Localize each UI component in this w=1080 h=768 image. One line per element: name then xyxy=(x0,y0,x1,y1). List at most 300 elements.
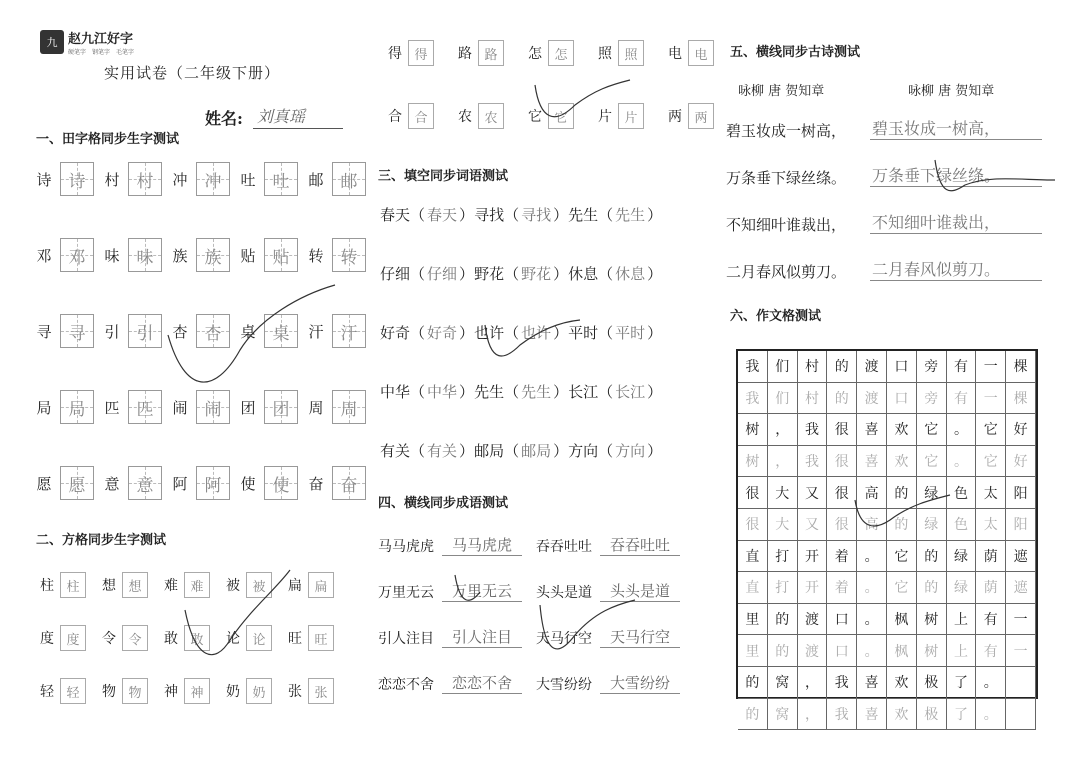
composition-cell: 打 xyxy=(768,572,798,604)
tian-cell xyxy=(196,162,230,196)
composition-cell: 一 xyxy=(976,383,1006,415)
section-5-title: 五、横线同步古诗测试 xyxy=(730,45,861,60)
tian-row xyxy=(34,466,374,500)
section-3-title: 三、填空同步词语测试 xyxy=(378,169,509,184)
mid-print-char: 农 xyxy=(458,109,472,125)
composition-cell: ， xyxy=(768,414,798,446)
tian-cell xyxy=(264,390,298,424)
composition-cell: 枫 xyxy=(887,604,917,636)
mid-print-char: 照 xyxy=(598,46,612,62)
mid-print-char: 两 xyxy=(668,109,682,125)
fang-print-char: 敢 xyxy=(164,631,178,647)
tian-cell xyxy=(332,238,366,272)
fang-row xyxy=(38,572,348,598)
mid-print-char: 得 xyxy=(388,46,402,62)
composition-cell: 的 xyxy=(827,383,857,415)
student-name-field xyxy=(205,104,343,129)
fill-answer: 寻找 xyxy=(521,206,552,224)
tian-written-char: 村 xyxy=(136,171,154,192)
tian-cell xyxy=(196,390,230,424)
fill-word: 好奇 xyxy=(380,324,411,342)
composition-cell: 旁 xyxy=(917,351,947,383)
mid-written-char: 电 xyxy=(688,40,714,66)
composition-cell: 荫 xyxy=(976,541,1006,573)
composition-cell: 绿 xyxy=(917,477,947,509)
fill-word: 中华 xyxy=(380,383,411,401)
tian-written-char: 意 xyxy=(136,475,154,496)
mid-written-char: 农 xyxy=(478,103,504,129)
brand-name: 赵九江好字 xyxy=(68,32,134,47)
fill-answer: 好奇 xyxy=(427,324,458,342)
composition-cell: 它 xyxy=(917,446,947,478)
poem-line: 二月春风似剪刀。 xyxy=(726,263,847,281)
tian-print-char: 冲 xyxy=(172,170,188,189)
tian-print-char: 使 xyxy=(240,474,256,493)
poem-answer: 万条垂下绿丝绦。 xyxy=(870,163,1042,187)
tian-written-char: 族 xyxy=(204,247,222,268)
composition-cell: 开 xyxy=(798,541,828,573)
composition-cell: 喜 xyxy=(857,446,887,478)
composition-cell: 了 xyxy=(947,699,977,731)
composition-cell: 口 xyxy=(887,351,917,383)
composition-cell: 渡 xyxy=(798,604,828,636)
fill-word: 春天 xyxy=(380,206,411,224)
tian-written-char: 寻 xyxy=(68,323,86,344)
fill-answer: 春天 xyxy=(427,206,458,224)
idiom-answer: 万里无云 xyxy=(442,580,522,602)
fill-answer: 长江 xyxy=(615,383,646,401)
composition-cell: 树 xyxy=(738,414,768,446)
composition-cell: 有 xyxy=(947,351,977,383)
fang-written-char: 难 xyxy=(184,572,210,598)
composition-cell: 我 xyxy=(827,667,857,699)
composition-cell: 直 xyxy=(738,541,768,573)
mid-written-char: 合 xyxy=(408,103,434,129)
composition-cell: 。 xyxy=(857,541,887,573)
composition-cell: 我 xyxy=(738,351,768,383)
idiom-word: 恋恋不舍 xyxy=(378,677,434,693)
poem-title-right: 咏柳 唐 贺知章 xyxy=(908,84,995,99)
tian-cell xyxy=(196,466,230,500)
composition-cell: 渡 xyxy=(857,383,887,415)
tian-written-char: 诗 xyxy=(68,171,86,192)
poem-line: 碧玉妆成一树高， xyxy=(726,122,847,140)
tian-cell xyxy=(332,390,366,424)
idiom-word: 万里无云 xyxy=(378,585,434,601)
idiom-word: 天马行空 xyxy=(536,631,592,647)
idiom-answer: 恋恋不舍 xyxy=(442,672,522,694)
tian-cell xyxy=(60,390,94,424)
composition-cell: 。 xyxy=(976,699,1006,731)
composition-cell: 遮 xyxy=(1006,541,1036,573)
fang-print-char: 柱 xyxy=(40,578,54,594)
composition-cell: 。 xyxy=(947,414,977,446)
composition-cell: 欢 xyxy=(887,699,917,731)
mid-char-row xyxy=(386,103,736,129)
mid-print-char: 路 xyxy=(458,46,472,62)
fill-answer: 有关 xyxy=(427,442,458,460)
idiom-word: 吞吞吐吐 xyxy=(536,539,592,555)
composition-cell: 打 xyxy=(768,541,798,573)
idiom-answer: 头头是道 xyxy=(600,580,680,602)
composition-cell: 的 xyxy=(768,604,798,636)
section-2-title: 二、方格同步生字测试 xyxy=(36,533,167,548)
poem-answer: 二月春风似剪刀。 xyxy=(870,257,1042,281)
fang-row xyxy=(38,625,348,651)
composition-cell: 喜 xyxy=(857,414,887,446)
poem-line: 万条垂下绿丝绦。 xyxy=(726,169,847,187)
tian-print-char: 局 xyxy=(36,398,52,417)
composition-cell: 我 xyxy=(738,383,768,415)
composition-cell: 的 xyxy=(917,541,947,573)
tian-cell xyxy=(60,238,94,272)
fill-row: 仔细 （ 仔细 ） 野花 （ 野花 ） 休息 （ 休息 ） xyxy=(380,265,663,283)
idiom-word: 马马虎虎 xyxy=(378,539,434,555)
fang-print-char: 度 xyxy=(40,631,54,647)
composition-cell: 我 xyxy=(798,446,828,478)
mid-written-char: 两 xyxy=(688,103,714,129)
fill-word: 长江 xyxy=(568,383,599,401)
composition-cell: 渡 xyxy=(798,635,828,667)
tian-cell xyxy=(332,466,366,500)
tian-written-char: 引 xyxy=(136,323,154,344)
mid-print-char: 怎 xyxy=(528,46,542,62)
fang-written-char: 物 xyxy=(122,678,148,704)
composition-cell: 树 xyxy=(917,604,947,636)
fang-print-char: 被 xyxy=(226,578,240,594)
idiom-word: 头头是道 xyxy=(536,585,592,601)
section-4-title: 四、横线同步成语测试 xyxy=(378,496,509,511)
composition-cell: 荫 xyxy=(976,572,1006,604)
tian-cell xyxy=(60,466,94,500)
composition-cell: 村 xyxy=(798,383,828,415)
tian-written-char: 邓 xyxy=(68,247,86,268)
composition-cell: ， xyxy=(798,667,828,699)
tian-cell xyxy=(128,466,162,500)
fang-print-char: 张 xyxy=(288,684,302,700)
brand-sub-1: 硬笔字 xyxy=(68,49,87,56)
composition-cell: 口 xyxy=(827,635,857,667)
tian-written-char: 味 xyxy=(136,247,154,268)
fill-word: 仔细 xyxy=(380,265,411,283)
tian-cell xyxy=(128,390,162,424)
tian-written-char: 周 xyxy=(340,399,358,420)
composition-cell xyxy=(1006,667,1036,699)
composition-cell: 上 xyxy=(947,604,977,636)
composition-cell: 欢 xyxy=(887,414,917,446)
composition-cell: 大 xyxy=(768,477,798,509)
mid-written-char: 它 xyxy=(548,103,574,129)
idiom-answer: 吞吞吐吐 xyxy=(600,534,680,556)
composition-cell: 。 xyxy=(857,572,887,604)
composition-cell: ， xyxy=(798,699,828,731)
tian-cell xyxy=(196,314,230,348)
tian-written-char: 汗 xyxy=(340,323,358,344)
composition-cell: 的 xyxy=(738,699,768,731)
fang-written-char: 张 xyxy=(308,678,334,704)
composition-cell: 的 xyxy=(827,351,857,383)
mid-written-char: 片 xyxy=(618,103,644,129)
composition-cell: 很 xyxy=(827,446,857,478)
composition-cell: 树 xyxy=(917,635,947,667)
fill-answer: 野花 xyxy=(521,265,552,283)
composition-cell: 一 xyxy=(1006,635,1036,667)
student-name: 刘真瑶 xyxy=(253,104,343,129)
fang-written-char: 想 xyxy=(122,572,148,598)
composition-cell: 。 xyxy=(857,604,887,636)
fill-answer: 也许 xyxy=(521,324,552,342)
composition-cell: 绿 xyxy=(917,509,947,541)
fang-print-char: 轻 xyxy=(40,684,54,700)
composition-cell: 绿 xyxy=(947,572,977,604)
tian-written-char: 局 xyxy=(68,399,86,420)
composition-cell: 又 xyxy=(798,509,828,541)
idiom-row xyxy=(378,580,694,602)
fill-row: 中华 （ 中华 ） 先生 （ 先生 ） 长江 （ 长江 ） xyxy=(380,383,663,401)
composition-cell: 喜 xyxy=(857,667,887,699)
fill-word: 先生 xyxy=(474,383,505,401)
tian-print-char: 杏 xyxy=(172,322,188,341)
tian-print-char: 寻 xyxy=(36,322,52,341)
tian-print-char: 引 xyxy=(104,322,120,341)
composition-cell: 树 xyxy=(738,446,768,478)
composition-cell: 它 xyxy=(887,572,917,604)
tian-cell xyxy=(60,162,94,196)
mid-print-char: 电 xyxy=(668,46,682,62)
composition-cell: 它 xyxy=(917,414,947,446)
tian-print-char: 吐 xyxy=(240,170,256,189)
fill-row: 有关 （ 有关 ） 邮局 （ 邮局 ） 方向 （ 方向 ） xyxy=(380,442,663,460)
tian-written-char: 桌 xyxy=(272,323,290,344)
tian-print-char: 愿 xyxy=(36,474,52,493)
mid-written-char: 照 xyxy=(618,40,644,66)
tian-print-char: 邓 xyxy=(36,246,52,265)
composition-cell: 欢 xyxy=(887,667,917,699)
fill-answer: 平时 xyxy=(615,324,646,342)
tian-print-char: 桌 xyxy=(240,322,256,341)
composition-cell: 遮 xyxy=(1006,572,1036,604)
composition-cell: 阳 xyxy=(1006,509,1036,541)
fill-word: 邮局 xyxy=(474,442,505,460)
fang-written-char: 奶 xyxy=(246,678,272,704)
tian-print-char: 族 xyxy=(172,246,188,265)
composition-cell: 一 xyxy=(1006,604,1036,636)
tian-written-char: 匹 xyxy=(136,399,154,420)
composition-cell: 有 xyxy=(976,635,1006,667)
tian-written-char: 团 xyxy=(272,399,290,420)
composition-cell: 们 xyxy=(768,351,798,383)
composition-cell: 的 xyxy=(887,509,917,541)
fang-written-char: 被 xyxy=(246,572,272,598)
composition-cell: ， xyxy=(768,446,798,478)
composition-cell: 的 xyxy=(738,667,768,699)
fill-answer: 先生 xyxy=(615,206,646,224)
composition-cell: 好 xyxy=(1006,446,1036,478)
fang-written-char: 柱 xyxy=(60,572,86,598)
composition-cell: 的 xyxy=(887,477,917,509)
tian-cell xyxy=(264,162,298,196)
tian-print-char: 邮 xyxy=(308,170,324,189)
composition-cell: 好 xyxy=(1006,414,1036,446)
composition-cell: 窝 xyxy=(768,667,798,699)
fill-word: 有关 xyxy=(380,442,411,460)
fill-word: 休息 xyxy=(568,265,599,283)
composition-cell: 一 xyxy=(976,351,1006,383)
composition-cell: 又 xyxy=(798,477,828,509)
fang-written-char: 神 xyxy=(184,678,210,704)
brand-logo xyxy=(40,28,160,56)
composition-cell: 枫 xyxy=(887,635,917,667)
idiom-row xyxy=(378,626,694,648)
poem-answer: 不知细叶谁裁出， xyxy=(870,210,1042,234)
brand-sub-3: 毛笔字 xyxy=(116,49,135,56)
composition-cell: 喜 xyxy=(857,699,887,731)
tian-written-char: 闹 xyxy=(204,399,222,420)
tian-print-char: 村 xyxy=(104,170,120,189)
tian-print-char: 贴 xyxy=(240,246,256,265)
brand-sub-2: 钢笔字 xyxy=(92,49,111,56)
composition-cell: 村 xyxy=(798,351,828,383)
composition-cell: 太 xyxy=(976,477,1006,509)
name-label: 姓名: xyxy=(205,109,243,128)
tian-cell xyxy=(60,314,94,348)
composition-cell: 里 xyxy=(738,635,768,667)
tian-cell xyxy=(332,314,366,348)
fill-row: 好奇 （ 好奇 ） 也许 （ 也许 ） 平时 （ 平时 ） xyxy=(380,324,663,342)
fang-print-char: 物 xyxy=(102,684,116,700)
fill-answer: 先生 xyxy=(521,383,552,401)
tian-print-char: 味 xyxy=(104,246,120,265)
tian-cell xyxy=(264,314,298,348)
fill-word: 也许 xyxy=(474,324,505,342)
composition-cell: 着 xyxy=(827,572,857,604)
fill-answer: 邮局 xyxy=(521,442,552,460)
fang-row xyxy=(38,678,348,704)
composition-cell: 我 xyxy=(798,414,828,446)
fill-word: 平时 xyxy=(568,324,599,342)
tian-written-char: 使 xyxy=(272,475,290,496)
composition-cell: 棵 xyxy=(1006,383,1036,415)
tian-row xyxy=(34,314,374,348)
tian-row xyxy=(34,162,374,196)
fill-answer: 方向 xyxy=(615,442,646,460)
composition-cell: 棵 xyxy=(1006,351,1036,383)
tian-cell xyxy=(264,238,298,272)
section-1-title: 一、田字格同步生字测试 xyxy=(36,132,180,147)
composition-cell: 极 xyxy=(917,667,947,699)
composition-cell: 色 xyxy=(947,477,977,509)
composition-cell: 。 xyxy=(947,446,977,478)
mid-print-char: 合 xyxy=(388,109,402,125)
tian-print-char: 匹 xyxy=(104,398,120,417)
composition-cell: 口 xyxy=(827,604,857,636)
tian-written-char: 贴 xyxy=(272,247,290,268)
composition-cell: 直 xyxy=(738,572,768,604)
tian-written-char: 冲 xyxy=(204,171,222,192)
tian-print-char: 意 xyxy=(104,474,120,493)
fang-written-char: 轻 xyxy=(60,678,86,704)
fill-word: 先生 xyxy=(568,206,599,224)
poem-answer: 碧玉妆成一树高， xyxy=(870,116,1042,140)
composition-cell: 阳 xyxy=(1006,477,1036,509)
fang-print-char: 扁 xyxy=(288,578,302,594)
tian-written-char: 奋 xyxy=(340,475,358,496)
tian-cell xyxy=(128,238,162,272)
idiom-word: 大雪纷纷 xyxy=(536,677,592,693)
tian-print-char: 奋 xyxy=(308,474,324,493)
fang-written-char: 令 xyxy=(122,625,148,651)
composition-cell: 高 xyxy=(857,477,887,509)
fill-row: 春天 （ 春天 ） 寻找 （ 寻找 ） 先生 （ 先生 ） xyxy=(380,206,663,224)
fang-written-char: 扁 xyxy=(308,572,334,598)
section-6-title: 六、作文格测试 xyxy=(730,309,822,324)
composition-cell: 高 xyxy=(857,509,887,541)
fill-answer: 仔细 xyxy=(427,265,458,283)
tian-print-char: 诗 xyxy=(36,170,52,189)
tian-print-char: 周 xyxy=(308,398,324,417)
composition-cell: 上 xyxy=(947,635,977,667)
brand-logo-icon: 九 xyxy=(40,30,64,54)
mid-written-char: 怎 xyxy=(548,40,574,66)
composition-cell: 渡 xyxy=(857,351,887,383)
tian-written-char: 邮 xyxy=(340,171,358,192)
composition-cell: 它 xyxy=(976,446,1006,478)
tian-cell xyxy=(196,238,230,272)
composition-cell: 口 xyxy=(887,383,917,415)
mid-written-char: 得 xyxy=(408,40,434,66)
mid-print-char: 它 xyxy=(528,109,542,125)
tian-cell xyxy=(332,162,366,196)
fill-word: 寻找 xyxy=(474,206,505,224)
fang-written-char: 度 xyxy=(60,625,86,651)
idiom-answer: 引人注目 xyxy=(442,626,522,648)
composition-cell: 很 xyxy=(827,414,857,446)
fang-print-char: 论 xyxy=(226,631,240,647)
composition-cell: 旁 xyxy=(917,383,947,415)
fang-written-char: 论 xyxy=(246,625,272,651)
composition-cell: 开 xyxy=(798,572,828,604)
tian-cell xyxy=(128,162,162,196)
fang-print-char: 神 xyxy=(164,684,178,700)
paper-title: 实用试卷（二年级下册） xyxy=(104,64,281,82)
composition-cell: 的 xyxy=(917,572,947,604)
composition-cell: 欢 xyxy=(887,446,917,478)
mid-written-char: 路 xyxy=(478,40,504,66)
fang-written-char: 旺 xyxy=(308,625,334,651)
tian-print-char: 汗 xyxy=(308,322,324,341)
fill-word: 野花 xyxy=(474,265,505,283)
tian-written-char: 吐 xyxy=(272,171,290,192)
poem-line: 不知细叶谁裁出， xyxy=(726,216,847,234)
composition-cell: 着 xyxy=(827,541,857,573)
fill-word: 方向 xyxy=(568,442,599,460)
fang-print-char: 难 xyxy=(164,578,178,594)
composition-cell: 很 xyxy=(738,509,768,541)
composition-cell: 窝 xyxy=(768,699,798,731)
composition-cell: 我 xyxy=(827,699,857,731)
composition-cell: 大 xyxy=(768,509,798,541)
idiom-row xyxy=(378,672,694,694)
composition-cell xyxy=(1006,699,1036,731)
composition-cell: 很 xyxy=(738,477,768,509)
mid-char-row xyxy=(386,40,736,66)
composition-grid xyxy=(736,349,1038,723)
composition-cell: 它 xyxy=(976,414,1006,446)
composition-cell: 。 xyxy=(857,635,887,667)
tian-print-char: 转 xyxy=(308,246,324,265)
tian-written-char: 愿 xyxy=(68,475,86,496)
composition-cell: 极 xyxy=(917,699,947,731)
